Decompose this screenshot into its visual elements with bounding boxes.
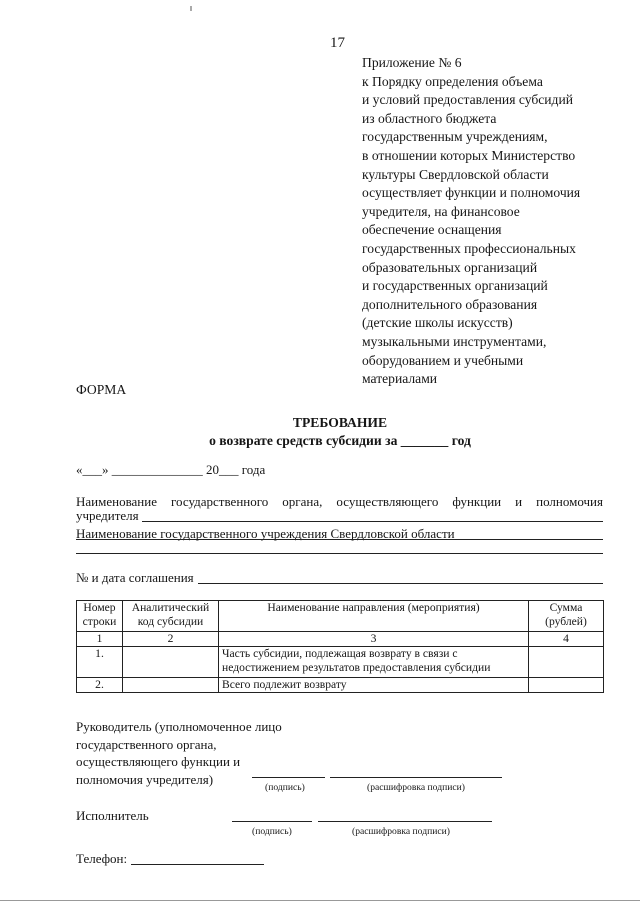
institution-name-field[interactable] xyxy=(76,539,603,540)
appendix-line: и государственных организаций xyxy=(362,278,548,294)
appendix-line: к Порядку определения объема xyxy=(362,73,543,89)
appendix-line: государственным учреждениям, xyxy=(362,129,548,145)
appendix-line: в отношении которых Министерство xyxy=(362,147,576,163)
appendix-line: (детские школы искусств) xyxy=(362,315,513,331)
table-row xyxy=(77,647,604,678)
org-name-field[interactable] xyxy=(142,521,603,522)
head-label-line: полномочия учредителя) xyxy=(76,771,214,787)
phone-field[interactable] xyxy=(131,864,264,865)
header-direction-name: Наименование направления (мероприятия) xyxy=(219,601,529,632)
scan-artifact xyxy=(190,6,192,11)
head-decode-field[interactable] xyxy=(330,777,502,778)
appendix-header xyxy=(362,54,634,389)
table-row xyxy=(77,678,604,693)
appendix-line: музыкальными инструментами, xyxy=(362,333,547,349)
head-signature-field[interactable] xyxy=(252,777,325,778)
appendix-line: из областного бюджета xyxy=(362,110,497,126)
head-label-line: Руководитель (уполномоченное лицо xyxy=(76,719,282,734)
column-number: 1 xyxy=(77,632,123,647)
header-row-number: Номер строки xyxy=(77,601,123,632)
scan-edge-line xyxy=(0,900,640,901)
head-decode-caption: (расшифровка подписи) xyxy=(367,782,465,793)
appendix-line: Приложение № 6 xyxy=(362,55,462,70)
agreement-field[interactable] xyxy=(198,583,603,584)
agreement-label: № и дата соглашения xyxy=(76,570,194,585)
column-number: 3 xyxy=(219,632,529,647)
date-line[interactable]: «___» ______________ 20___ года xyxy=(76,462,266,477)
form-label: ФОРМА xyxy=(76,382,127,397)
direction-name-cell: Всего подлежит возврату xyxy=(219,678,529,693)
appendix-line: государственных профессиональных xyxy=(362,240,576,256)
executor-signature-field[interactable] xyxy=(232,821,312,822)
executor-signature-caption: (подпись) xyxy=(252,826,292,837)
column-number: 2 xyxy=(123,632,219,647)
column-number: 4 xyxy=(529,632,604,647)
phone-label: Телефон: xyxy=(76,851,128,866)
document-subtitle: о возврате средств субсидии за _______ год xyxy=(209,433,471,448)
head-signature-caption: (подпись) xyxy=(265,782,305,793)
institution-name-field-extra[interactable] xyxy=(76,553,603,554)
page-number: 17 xyxy=(330,35,345,51)
table-numbering-row xyxy=(77,632,604,647)
amount-cell[interactable] xyxy=(529,678,604,693)
refund-table xyxy=(76,600,604,693)
institution-name-label: Наименование государственного учреждения Свердловской области xyxy=(76,526,455,541)
analytic-code-cell[interactable] xyxy=(123,647,219,678)
appendix-line: оборудованием и учебными xyxy=(362,352,524,368)
appendix-line: культуры Свердловской области xyxy=(362,166,549,182)
org-name-label-cont: учредителя xyxy=(76,508,139,523)
appendix-line: образовательных организаций xyxy=(362,259,538,275)
appendix-line: и условий предоставления субсидий xyxy=(362,92,574,108)
table-header-row xyxy=(77,601,604,632)
row-number-cell: 1. xyxy=(77,647,123,678)
direction-name-cell: Часть субсидии, подлежащая возврату в связи с недостижением результатов предоставления субсидии xyxy=(219,647,529,678)
appendix-line: учредителя, на финансовое xyxy=(362,203,520,219)
appendix-line: дополнительного образования xyxy=(362,296,538,312)
org-name-label: Наименование государственного органа, осуществляющего функции и полномочия xyxy=(76,494,603,509)
analytic-code-cell[interactable] xyxy=(123,678,219,693)
document-title: ТРЕБОВАНИЕ xyxy=(292,415,388,430)
header-amount: Сумма (рублей) xyxy=(529,601,604,632)
head-label-line: государственного органа, xyxy=(76,736,217,752)
executor-decode-field[interactable] xyxy=(318,821,492,822)
head-label-line: осуществляющего функции и xyxy=(76,754,241,769)
executor-label: Исполнитель xyxy=(76,808,149,823)
appendix-line: материалами xyxy=(362,371,438,387)
header-analytic-code: Аналитический код субсидии xyxy=(123,601,219,632)
executor-decode-caption: (расшифровка подписи) xyxy=(352,826,450,837)
amount-cell[interactable] xyxy=(529,647,604,678)
row-number-cell: 2. xyxy=(77,678,123,693)
appendix-line: осуществляет функции и полномочия xyxy=(362,185,581,201)
head-signature-label xyxy=(76,718,282,788)
appendix-line: обеспечение оснащения xyxy=(362,222,502,238)
